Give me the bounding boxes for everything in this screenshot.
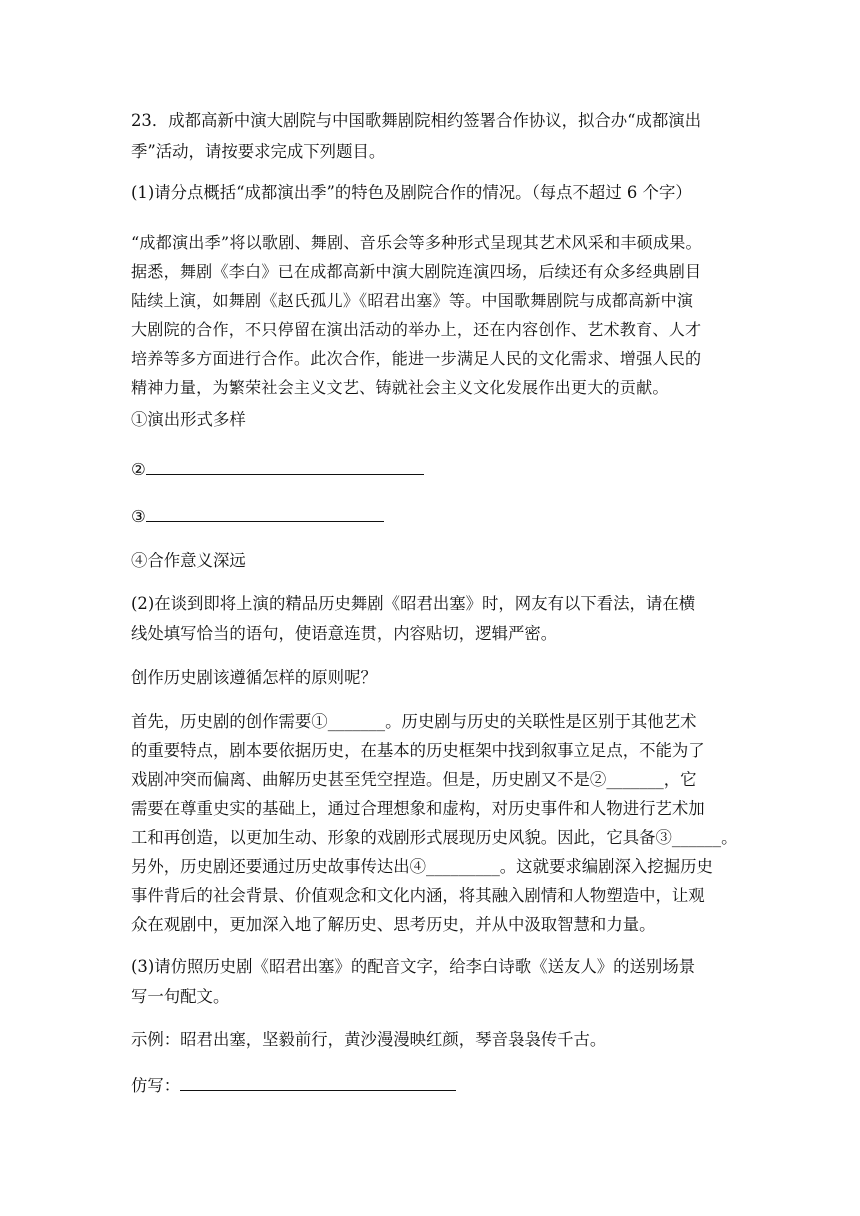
answer-3-row: [131, 505, 384, 527]
part2-text: 首先，历史剧的创作需要①: [131, 712, 328, 731]
answer-3-label: ③: [131, 507, 146, 526]
part2-text: 。历史剧与历史的关联性是区别于其他艺术: [385, 712, 697, 731]
part2-para-line-8: 众在观剧中，更加深入地了解历史、思考历史，并从中汲取智慧和力量。: [131, 915, 656, 934]
part2-para-line-6: [131, 857, 713, 877]
part2-prompt-line-1: (2)在谈到即将上演的精品历史舞剧《昭君出塞》时，网友有以下看法，请在横: [131, 594, 696, 613]
passage-line-1: “成都演出季”将以歌剧、舞剧、音乐会等多种形式呈现其艺术风采和丰硕成果。: [131, 233, 702, 252]
part2-prompt-line-2: 线处填写恰当的语句，使语意连贯，内容贴切，逻辑严密。: [131, 624, 558, 643]
imitation-label: 仿写：: [131, 1076, 181, 1095]
question-line-2: 季”活动，请按要求完成下列题目。: [131, 142, 386, 161]
blank-1[interactable]: _______: [327, 712, 386, 731]
part2-text: 另外，历史剧还要通过历史故事传达出④: [131, 857, 427, 876]
part2-text: 。这就要求编剧深入挖掘历史: [499, 857, 713, 876]
part2-para-line-2: 的重要特点，剧本要依据历史，在基本的历史框架中找到叙事立足点，不能为了: [131, 741, 705, 760]
passage-line-5: 培养等多方面进行合作。此次合作，能进一步满足人民的文化需求、增强人民的: [131, 349, 702, 368]
passage-line-3: 陆续上演，如舞剧《赵氏孤儿》《昭君出塞》等。中国歌舞剧院与成都高新中演: [131, 291, 694, 310]
part2-text: 戏剧冲突而偏离、曲解历史甚至凭空捏造。但是，历史剧又不是②: [131, 770, 607, 789]
part1-prompt: (1)请分点概括“成都演出季”的特色及剧院合作的情况。（每点不超过 6 个字）: [131, 183, 692, 202]
part2-para-line-3: [131, 770, 696, 790]
part2-para-line-7: 事件背后的社会背景、价值观念和文化内涵，将其融入剧情和人物塑造中，让观: [131, 886, 705, 905]
passage-line-4: 大剧院的合作，不只停留在演出活动的举办上，还在内容创作、艺术教育、人才: [131, 320, 702, 339]
imitation-row: [131, 1074, 456, 1096]
part2-question: 创作历史剧该遵循怎样的原则呢？: [131, 668, 377, 687]
answer-1: ①演出形式多样: [131, 410, 246, 429]
passage-line-2: 据悉，舞剧《李白》已在成都高新中演大剧院连演四场，后续还有众多经典剧目: [131, 262, 702, 281]
answer-2-row: [131, 458, 424, 480]
answer-3-blank[interactable]: [146, 505, 384, 522]
answer-4: ④合作意义深远: [131, 551, 246, 570]
question-line-1: 23．成都高新中演大剧院与中国歌舞剧院相约签署合作协议，拟合办“成都演出: [131, 111, 702, 130]
part3-example: 示例：昭君出塞，坚毅前行，黄沙漫漫映红颜，琴音袅袅传千古。: [131, 1030, 607, 1049]
part3-prompt-line-1: (3)请仿照历史剧《昭君出塞》的配音文字，给李白诗歌《送友人》的送别场景: [131, 957, 696, 976]
part2-text: 工和再创造，以更加生动、形象的戏剧形式展现历史风貌。因此，它具备③: [131, 828, 672, 847]
part2-para-line-5: [131, 828, 737, 848]
part2-text: ，它: [663, 770, 697, 789]
part2-text: 。: [721, 828, 738, 847]
part2-para-line-1: [131, 712, 696, 732]
blank-4[interactable]: _________: [426, 857, 500, 876]
blank-2[interactable]: _______: [606, 770, 664, 789]
blank-3[interactable]: ______: [671, 828, 722, 847]
part3-prompt-line-2: 写一句配文。: [131, 987, 230, 1006]
imitation-blank[interactable]: [180, 1074, 456, 1091]
passage-line-6: 精神力量，为繁荣社会主义文艺、铸就社会主义文化发展作出更大的贡献。: [131, 378, 669, 397]
answer-2-blank[interactable]: [146, 458, 424, 475]
answer-2-label: ②: [131, 460, 146, 479]
part2-para-line-4: 需要在尊重史实的基础上，通过合理想象和虚构，对历史事件和人物进行艺术加: [131, 799, 705, 818]
